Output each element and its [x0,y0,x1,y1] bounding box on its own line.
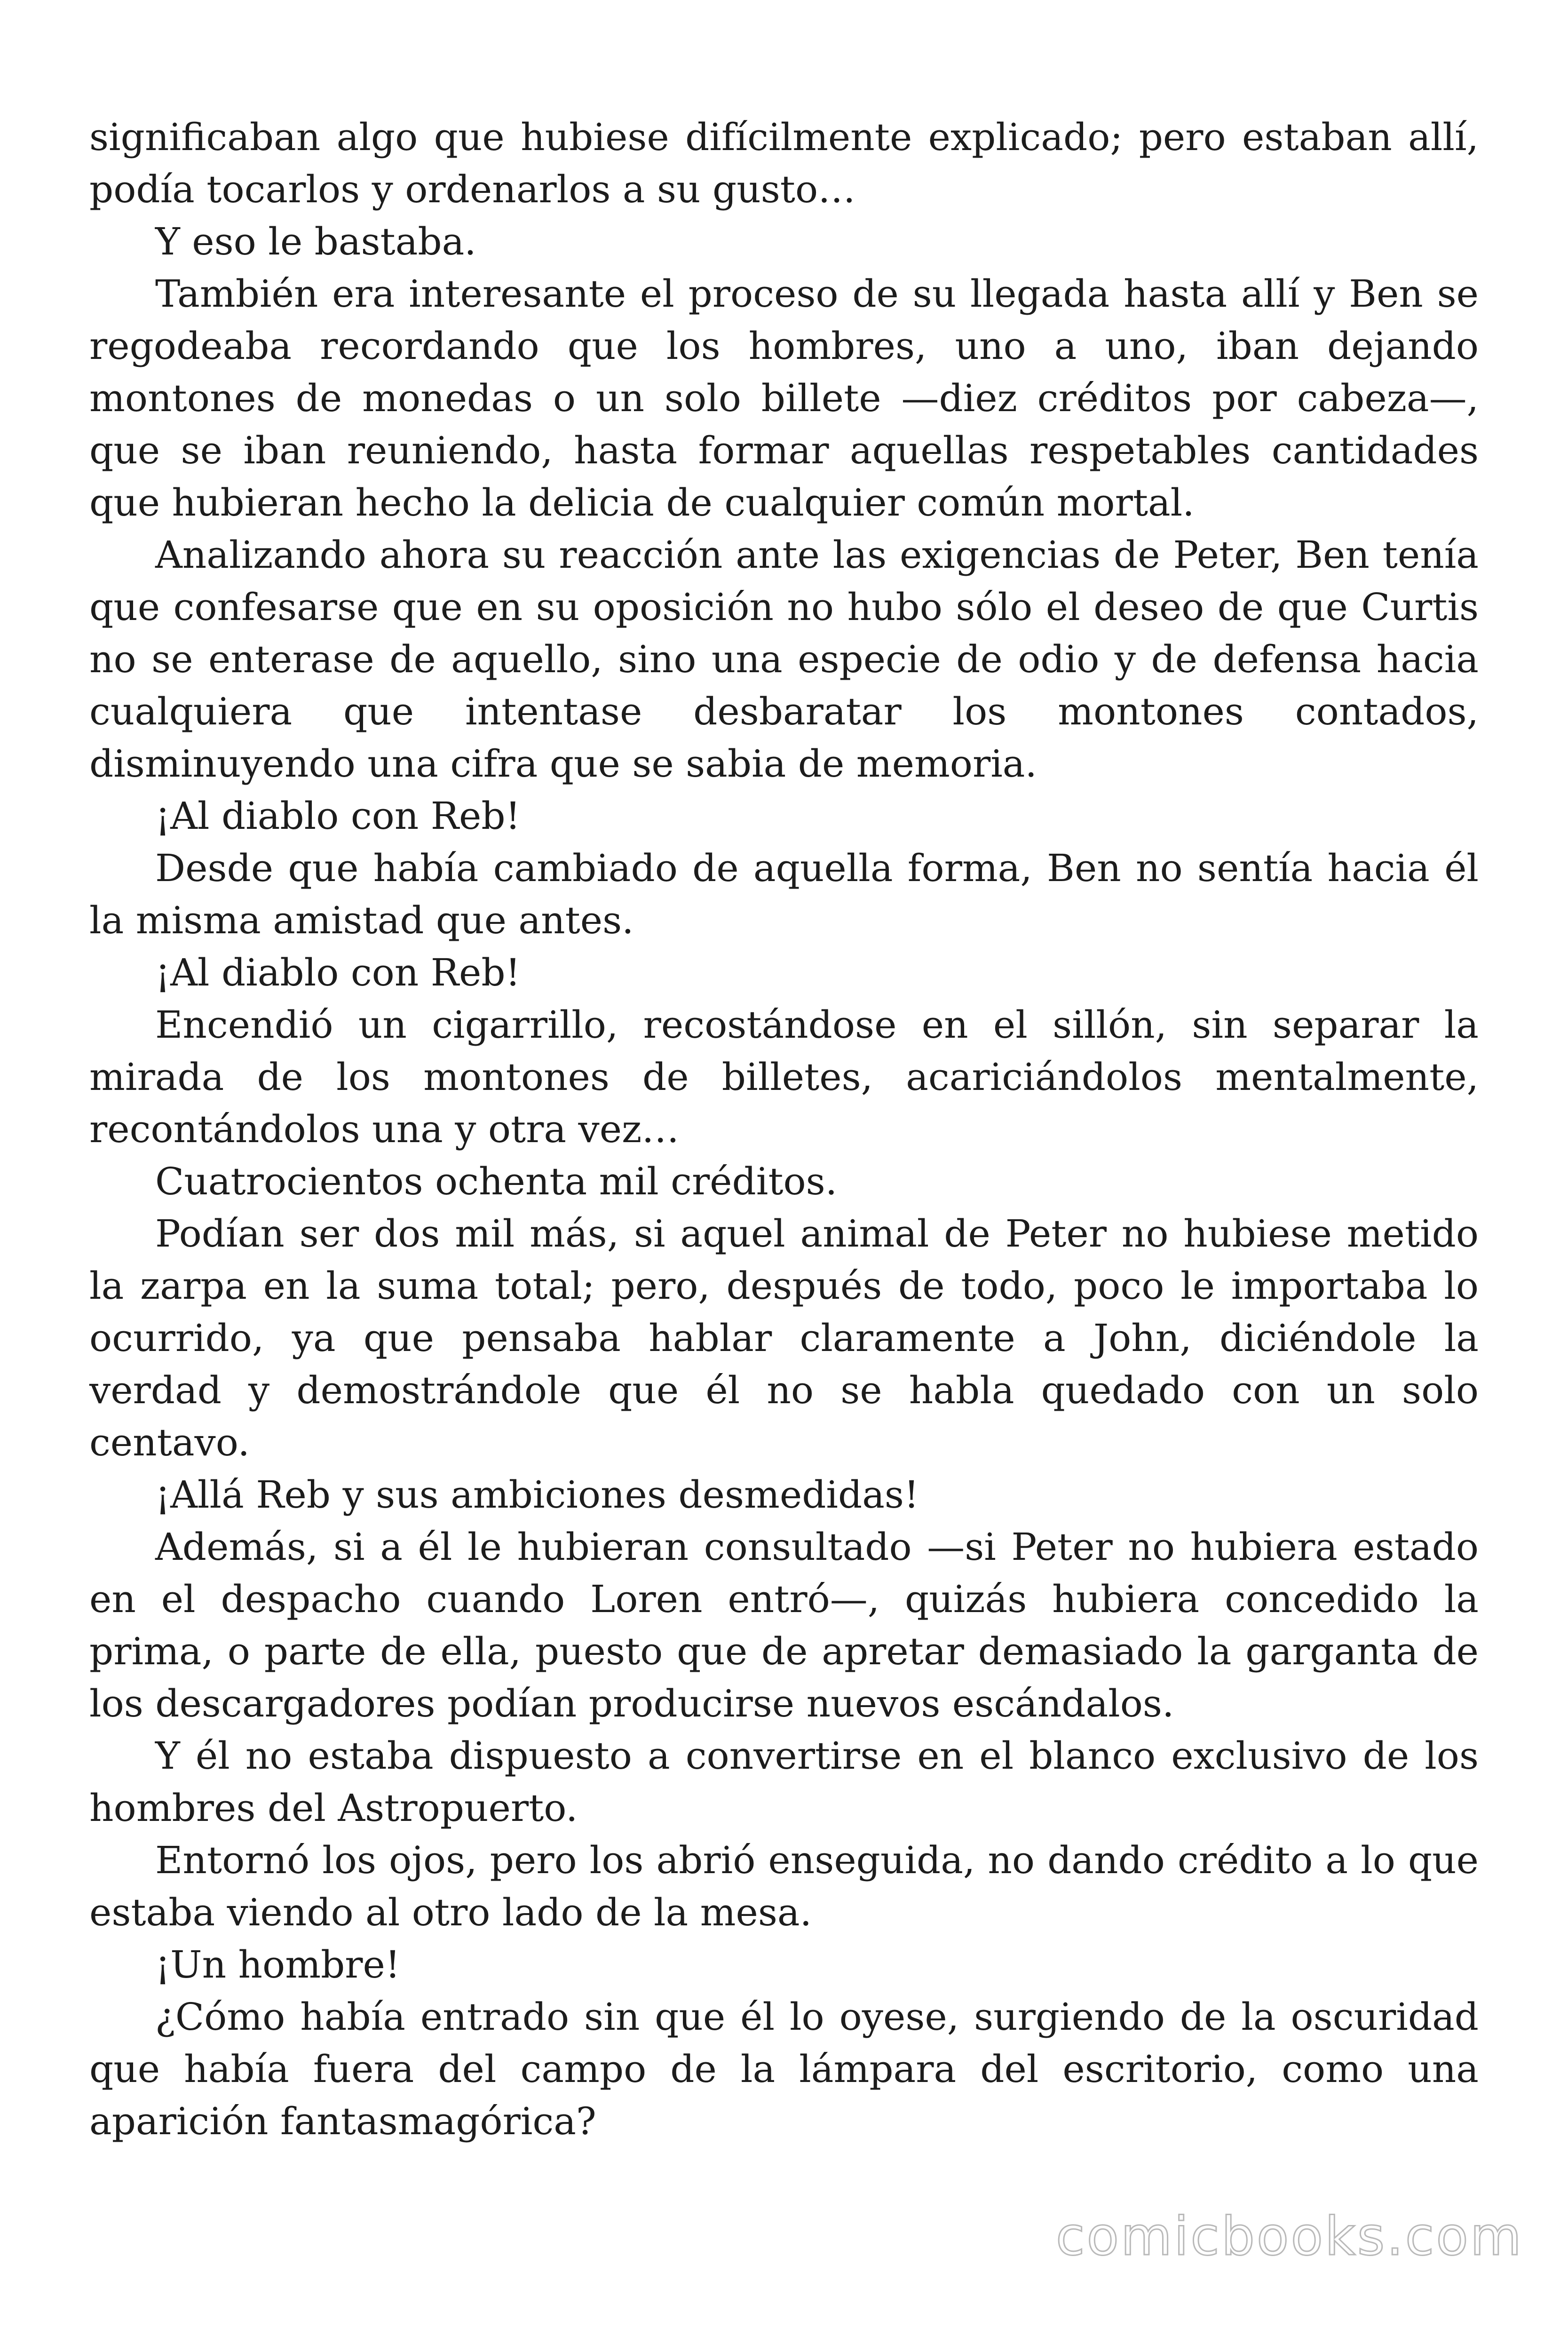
paragraph: Encendió un cigarrillo, recostándose en el sillón, sin separar la mirada de los montones de billetes, acariciándolos mentalmente, recontándolos una y otra vez… [89,1003,1479,1151]
paragraph: ¡Al diablo con Reb! [155,951,521,994]
paragraph: ¿Cómo había entrado sin que él lo oyese, surgiendo de la oscuridad que había fuera del campo de la lámpara del escritorio, como una aparición fantasmagórica? [89,1995,1479,2143]
paragraph: Además, si a él le hubieran consultado —si Peter no hubiera estado en el despacho cuando Loren entró—, quizás hubiera concedido la prima, o parte de ella, puesto que de apretar demasiado la garganta de los descargadores podían producirse nuevos escándalos. [89,1525,1479,1725]
paragraph: ¡Al diablo con Reb! [155,794,521,838]
paragraph: ¡Un hombre! [155,1943,401,1986]
paragraph: Analizando ahora su reacción ante las exigencias de Peter, Ben tenía que confesarse que en su oposición no hubo sólo el deseo de que Curtis no se enterase de aquello, sino una especie de odio y de defensa hacia cualquiera que intentase desbaratar los montones contados, disminuyendo una cifra que se sabia de memoria. [89,533,1479,786]
paragraph: También era interesante el proceso de su llegada hasta allí y Ben se regodeaba recordando que los hombres, uno a uno, iban dejando montones de monedas o un solo billete —diez créditos por cabeza—, que se iban reuniendo, hasta formar aquellas respetables cantidades que hubieran hecho la delicia de cualquier común mortal. [89,272,1479,524]
paragraph: Desde que había cambiado de aquella forma, Ben no sentía hacia él la misma amistad que antes. [89,846,1479,942]
watermark: comicbooks.com [1055,2206,1523,2267]
paragraph: Cuatrocientos ochenta mil créditos. [155,1160,838,1203]
paragraph: Y eso le bastaba. [155,220,476,263]
paragraph: significaban algo que hubiese difícilmente explicado; pero estaban allí, podía tocarlos y ordenarlos a su gusto… [89,115,1479,211]
paragraph: Y él no estaba dispuesto a convertirse en el blanco exclusivo de los hombres del Astropuerto. [89,1734,1479,1830]
page-body [89,111,1479,2147]
paragraph: Entornó los ojos, pero los abrió enseguida, no dando crédito a lo que estaba viendo al otro lado de la mesa. [89,1838,1479,1934]
paragraph: ¡Allá Reb y sus ambiciones desmedidas! [155,1473,919,1517]
paragraph: Podían ser dos mil más, si aquel animal de Peter no hubiese metido la zarpa en la suma total; pero, después de todo, poco le importaba lo ocurrido, ya que pensaba hablar claramente a John, diciéndole la verdad y demostrándole que él no se habla quedado con un solo centavo. [89,1212,1479,1464]
